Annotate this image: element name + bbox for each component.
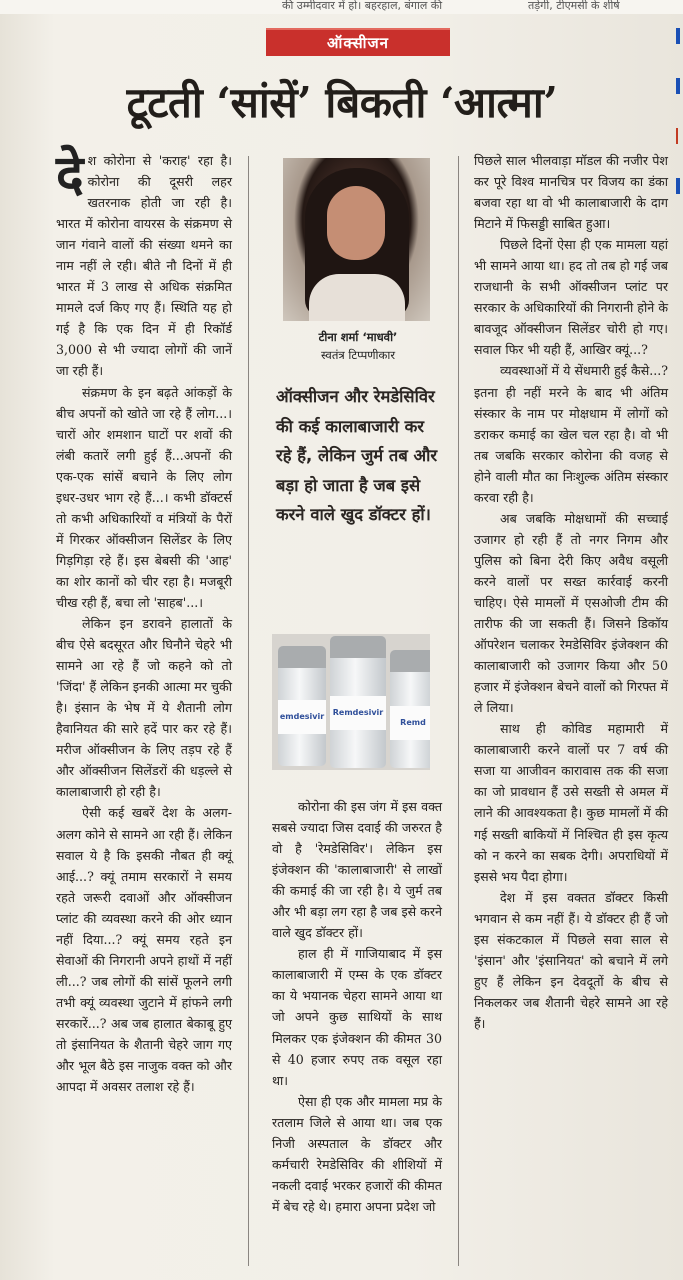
paragraph: हाल ही में गाजियाबाद में इस कालाबाजारी में एम्स के एक डॉक्टर का ये भयानक चेहरा सामने आया था जो अपने कुछ साथियों के साथ मिलकर एक इंजेक्शन की कीमत 30 से 40 हजार रुपए तक वसूल रहा था। [272,946,442,1088]
author-name: टीना शर्मा ‘माधवी’ [318,330,398,344]
pull-quote: ऑक्सीजन और रेमडेसिविर की कई कालाबाजारी कर रहे हैं, लेकिन जुर्म तब और बड़ा हो जाता है जब इसे करने वाले खुद डॉक्टर हों। [276,387,438,525]
paragraph-text: श कोरोना से 'कराह' रहा है। कोरोना की दूसरी लहर खतरनाक होती जा रही है। भारत में कोरोना वायरस के संक्रमण से जान गंवाने वालों की संख्या थमने का नाम नहीं ले रही। बीते नौ दिनों में ही भारत में 3 लाख से अधिक संक्रमित मामले दर्ज किए गए हैं। स्थिति यह हो गई है कि एक दिन में ही रिकॉर्ड 3,000 से भी ज्यादा लोगों की जानें जा रही हैं। [56,153,232,379]
vial-label: emdesivir [278,700,326,734]
paragraph: संक्रमण के इन बढ़ते आंकड़ों के बीच अपनों को खोते जा रहे हैं लोग...। चारों ओर शमशान घाटों पर शवों की लंबी कतारें लगी हुई हैं...अपनों की एक-एक सांसें बचाने के लिए लोग इधर-उधर भाग रहे हैं...। कभी डॉक्टर्स तो कभी अधिकारियों व मंत्रियों के पैरों में गिरकर ऑक्सीजन सिलेंडर के लिए गिड़गिड़ा रहे हैं। इस बेबसी की 'आह' का शोर कानों को चीर रहा है। मजबूरी चीख रही हैं, बचा लो 'साहब'...। [56,384,232,610]
author-byline [282,328,434,364]
vial-image [330,636,386,768]
section-label: ऑक्सीजन [266,28,450,56]
paragraph: पिछले साल भीलवाड़ा मॉडल की नजीर पेश कर पूरे विश्व मानचित्र पर विजय का डंका बजवा रहा था वो भी कालाबाजारी के दाग मिटाने में फिसड्डी साबित हुआ। [474,153,668,232]
previous-article-fragment-left: की उम्मीदवार में हो। बहरहाल, बंगाल की [282,0,443,12]
author-role: स्वतंत्र टिप्पणीकार [320,348,396,362]
vial-image [390,650,430,768]
paragraph: कोरोना की इस जंग में इस वक्त सबसे ज्यादा जिस दवाई की जरुरत है वो है 'रेमडेसिविर'। लेकिन इस इंजेक्शन की 'कालाबाजारी' से लाखों की कमाई की जा रही है। ये जुर्म तब और भी बड़ा लग रहा है जब इसे करने वाले खुद डॉक्टर हों। [272,799,442,941]
adjacent-page-edge [0,44,14,304]
previous-article-fragment-right: तड़ेगी, टीएमसी के शीर्ष [528,0,620,12]
paragraph: ऐसी कई खबरें देश के अलग-अलग कोने से सामने आ रही हैं। लेकिन सवाल ये है कि इसकी नौबत ही क्यूं आई...? क्यूं तमाम सरकारों ने समय रहते जरूरी दवाओं और ऑक्सीजन प्लांट की व्यवस्था करने की ओर ध्यान नहीं दिया...? क्यूं समय रहते इन सेवाओं की निगरानी अपने हाथों में नहीं ली...? जब लोगों की सांसें फूलने लगी तभी क्यूं व्यवस्था जुटाने में हांफने लगी सरकारें...? अब जब हालात बेकाबू हुए तो इंसानियत के शैतानी चेहरे जाग गए और भूल बैठे इस नाजुक वक्त को और आपदा में अवसर तलाश रहे हैं। [56,805,232,1095]
headline: टूटती ‘सांसें’ बिकती ‘आत्मा’ [126,78,558,127]
paragraph: ऐसा ही एक और मामला मप्र के रतलाम जिले से आया था। जब एक निजी अस्पताल के डॉक्टर और कर्मचारी रेमडेसिविर की शीशियों में नकली दवाई भरकर हजारों की कीमत में बेच रहे थे। हमारा अपना प्रदेश जो [272,1093,442,1214]
previous-article-strip [0,0,683,14]
paragraph [56,145,232,382]
vial-label: Remd [390,706,430,740]
author-photo [283,158,430,321]
paragraph: साथ ही कोविड महामारी में कालाबाजारी करने वालों पर 7 वर्ष की सजा या आजीवन कारावास तक की सजा का जो प्रावधान हैं उसे सख्ती से अमल में लाने की आवश्यकता है। कुछ मामलों में की गई सख्ती बाकियों में निश्चित ही इस कृत्य को न करने का सबक देगी। अपराधियों में इससे भय पैदा होगा। [474,721,668,884]
vial-image [278,646,326,766]
paragraph: पिछले दिनों ऐसा ही एक मामला यहां भी सामने आया था। हद तो तब हो गई जब राजधानी के सभी ऑक्सीजन प्लांट पर सरकार के अधिकारियों की निगरानी होने के बावजूद ऑक्सीजन सिलेंडर चोरी हो गए। सवाल फिर भी यही हैं, आखिर क्यूं...? [474,237,668,358]
vial-label: Remdesivir [330,696,386,730]
remdesivir-vials-photo [272,634,430,770]
article-column-2 [272,796,442,1217]
paragraph: व्यवस्थाओं में ये सेंधमारी हुई कैसे...? इतना ही नहीं मरने के बाद भी अंतिम संस्कार के नाम पर मोक्षधाम में लोगों को डराकर कमाई का खेल चल रहा है। वो भी तब जबकि सरकार कोरोना की वजह से होने वाली मौत का निःशुल्क अंतिम संस्कार करवा रही है। [474,363,668,505]
drop-cap: दे [56,145,84,205]
article-column-3 [474,150,668,1034]
column-divider [458,156,459,1266]
right-page-edge [673,18,683,278]
paragraph: लेकिन इन डरावने हालातों के बीच ऐसे बदसूरत और घिनौने चेहरे भी सामने आ रहे हैं जो कहने को तो 'जिंदा' हैं लेकिन इनकी आत्मा मर चुकी है। इंसान के भेष में ये शैतानी लोग हैवानियत की सारे हदें पार कर रहे हैं। मरीज ऑक्सीजन के लिए तड़प रहे हैं और ऑक्सीजन सिलेंडरों की धड़ल्ले से कालाबाजारी हो रही है। [56,616,232,800]
article-column-1 [56,145,232,1097]
paragraph: अब जबकि मोक्षधामों की सच्चाई उजागर हो रही हैं तो नगर निगम और पुलिस को बिना देरी किए अवैध वसूली करने वालों पर सख्त कार्रवाई करनी चाहिए। ऐसे मामलों में एसओजी टीम की तारीफ की जा सकती हैं। जिसने डिकॉय ऑपरेशन चलाकर रेमडेसिविर इंजेक्शन की कालाबाजारी को उजागर किया और 50 हजार में इंजेक्शन बेचने वालों को गिरफ्त में ले लिया। [474,510,668,716]
column-divider [248,156,249,1266]
paragraph: देश में इस वक्तत डॉक्टर किसी भगवान से कम नहीं हैं। ये डॉक्टर ही हैं जो इस संकटकाल में पिछले सवा साल से 'इंसान' और 'इंसानियत' को बचाने में लगे हुए हैं लेकिन इन देवदूतों के बीच से निकलकर जब शैतानी चेहरे सामने आ रहे हैं। [474,889,668,1031]
